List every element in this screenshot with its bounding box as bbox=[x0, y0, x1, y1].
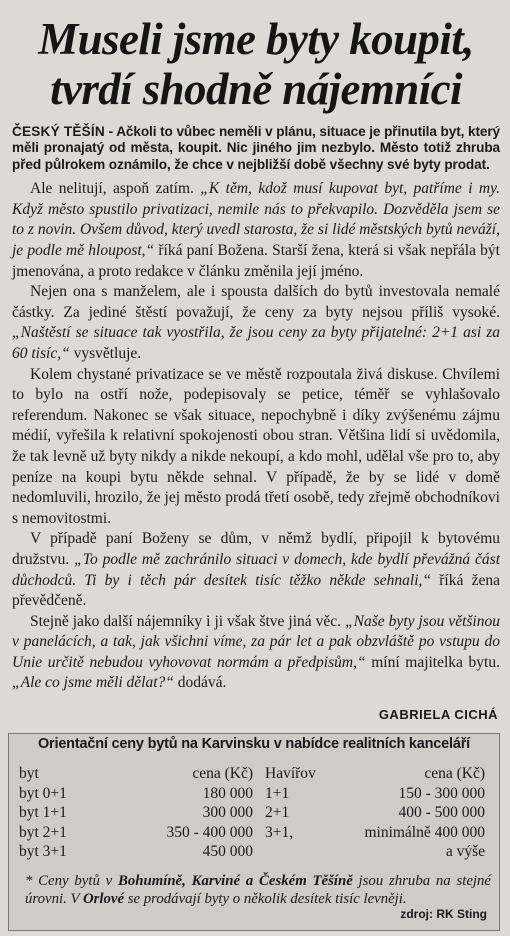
table-header bbox=[19, 764, 253, 784]
paragraphs bbox=[12, 179, 500, 694]
price-table-right bbox=[265, 764, 485, 862]
row-label: 1+1 bbox=[265, 784, 290, 802]
row-label: 3+1, bbox=[265, 823, 294, 841]
paragraph-text: míní majitelka bytu. bbox=[365, 653, 500, 671]
row-label: byt 1+1 bbox=[19, 804, 67, 821]
headline-line-2: tvrdí shodně nájemníci bbox=[50, 64, 462, 114]
lead-paragraph bbox=[12, 124, 500, 173]
article-paragraph bbox=[12, 529, 500, 611]
column-header-price: cena (Kč) bbox=[424, 765, 485, 782]
row-label: byt 0+1 bbox=[19, 784, 67, 802]
row-label: byt 2+1 bbox=[19, 823, 67, 841]
row-label: 2+1 bbox=[265, 804, 290, 821]
lead-text: - Ačkoli to vůbec neměli v plánu, situace je přinutila byt, který měli pronajatý od města, koupit. Nic jiného jim nezbylo. Město totiž zhruba před půlrokem oznámilo, že chce v nejbližší době všechny své byty prodat. bbox=[12, 124, 500, 172]
article-paragraph bbox=[12, 365, 500, 530]
paragraph-text: Ale nelitují, aspoň zatím. bbox=[30, 180, 201, 198]
paragraph-text: říká paní Božena. Starší žena, která si však nepřála být jmenována, a proto redakce v článku změnila její jméno. bbox=[12, 242, 500, 280]
table-row bbox=[19, 803, 253, 823]
note-text: * Ceny bytů v bbox=[25, 873, 118, 889]
quote-text: „Ale co jsme měli dělat?“ bbox=[12, 674, 174, 692]
headline bbox=[8, 14, 504, 114]
paragraph-text: Stejně jako další nájemníky i ji však štve jiná věc. bbox=[30, 612, 346, 630]
note-text: jsou zhruba na stejné úrovni. V bbox=[25, 873, 491, 907]
row-price: 180 000 bbox=[202, 784, 253, 802]
row-price: 300 000 bbox=[202, 804, 253, 821]
table-row bbox=[265, 823, 485, 843]
quote-text: „K těm, kdož musí kupovat byt, patříme i my. Když město spustilo privatizaci, nemile nás to překvapilo. Dozvěděla jsem se to z novin. Ovšem důvod, který uvedl starosta, že si lidé městských bytů neváží, je podle mě hloupost,“ bbox=[12, 180, 501, 259]
dateline: ČESKÝ TĚŠÍN bbox=[12, 124, 105, 139]
table-row bbox=[19, 784, 253, 804]
table-row bbox=[19, 842, 253, 862]
paragraph-text: Kolem chystané privatizace se ve městě rozpoutala živá diskuse. Chvílemi to bylo na ostří nože, podepisovaly se petice, téměř se vyhlašovalo referendum. Nakonec se však situace, nepochybně i díky zvýšenému zájmu médií, vyřešila k relativní spokojenosti obou stran. Většina lidí si uvědomila, že tak levně už byty nikdy a nikde nekoupí, a kdo mohl, udělal vše pro to, aby peníze na koupi bytu někde sehnal. V případě, že by se lidé v domě nedomluvili, hrozilo, že jej město prodá třetí osobě, tedy zřejmě obchodníkovi s nemovitostmi. bbox=[12, 365, 500, 527]
table-row bbox=[265, 803, 485, 823]
author-byline: GABRIELA CICHÁ bbox=[378, 707, 498, 722]
article-paragraph bbox=[12, 179, 500, 282]
row-price: 400 - 500 000 bbox=[398, 804, 485, 821]
row-price: 350 - 400 000 bbox=[166, 823, 253, 841]
note-place-name: Bohumíně, Karviné a Českém Těšíně bbox=[117, 873, 353, 889]
headline-line-1: Museli jsme byty koupit, bbox=[38, 14, 474, 64]
row-label: byt 3+1 bbox=[19, 843, 67, 860]
row-price: 450 000 bbox=[202, 843, 253, 860]
row-price: a výše bbox=[445, 843, 485, 860]
article-body bbox=[12, 124, 500, 694]
price-box bbox=[8, 733, 500, 931]
row-price: 150 - 300 000 bbox=[398, 784, 485, 802]
source-credit: zdroj: RK Sting bbox=[400, 907, 487, 921]
column-header-city: Havířov bbox=[265, 765, 316, 782]
price-box-title: Orientační ceny bytů na Karvinsku v nabídce realitních kanceláří bbox=[37, 736, 471, 752]
note-place-name: Orlové bbox=[82, 890, 125, 907]
column-header-label: byt bbox=[19, 765, 39, 782]
article-paragraph bbox=[12, 282, 500, 364]
quote-text: „Naše byty jsou většinou v panelácích, a tak, jak všichni víme, za pár let a pak obzvláště po vstupu do Unie určitě nebudou vyhovovat normám a předpisům,“ bbox=[12, 612, 500, 671]
paragraph-text: Nejen ona s manželem, ale i spousta dalších do bytů investovala nemalé částky. Za jediné štěstí považují, že ceny za byty nejsou příliš vysoké. bbox=[12, 283, 500, 321]
quote-text: „Naštěstí se situace tak vyostřila, že jsou ceny za byty přijatelné: 2+1 asi za 60 tisíc,“ bbox=[12, 324, 500, 362]
article-paragraph bbox=[12, 612, 500, 694]
paragraph-text: dodává. bbox=[173, 674, 227, 692]
table-header bbox=[265, 764, 485, 784]
price-table-left bbox=[19, 764, 253, 862]
paragraph-text: říká žena převědčeně. bbox=[12, 571, 500, 610]
column-header-price: cena (Kč) bbox=[192, 765, 253, 782]
paragraph-text: vysvětluje. bbox=[69, 344, 142, 362]
row-price: minimálně 400 000 bbox=[364, 823, 485, 841]
quote-text: „To podle mě zachránilo situaci v domech, kde bydlí převážná část důchodců. Ti by i těch pár desítek tisíc těžko někde sehnali,“ bbox=[12, 550, 500, 589]
note-text: se prodávají byty o několik desítek tisíc levněji. bbox=[124, 890, 407, 907]
paragraph-text: V případě paní Boženy se dům, v němž bydlí, připojil k bytovému družstvu. bbox=[12, 530, 500, 568]
price-note bbox=[25, 873, 491, 908]
table-row bbox=[265, 842, 485, 862]
table-row bbox=[19, 823, 253, 843]
table-row bbox=[265, 784, 485, 804]
